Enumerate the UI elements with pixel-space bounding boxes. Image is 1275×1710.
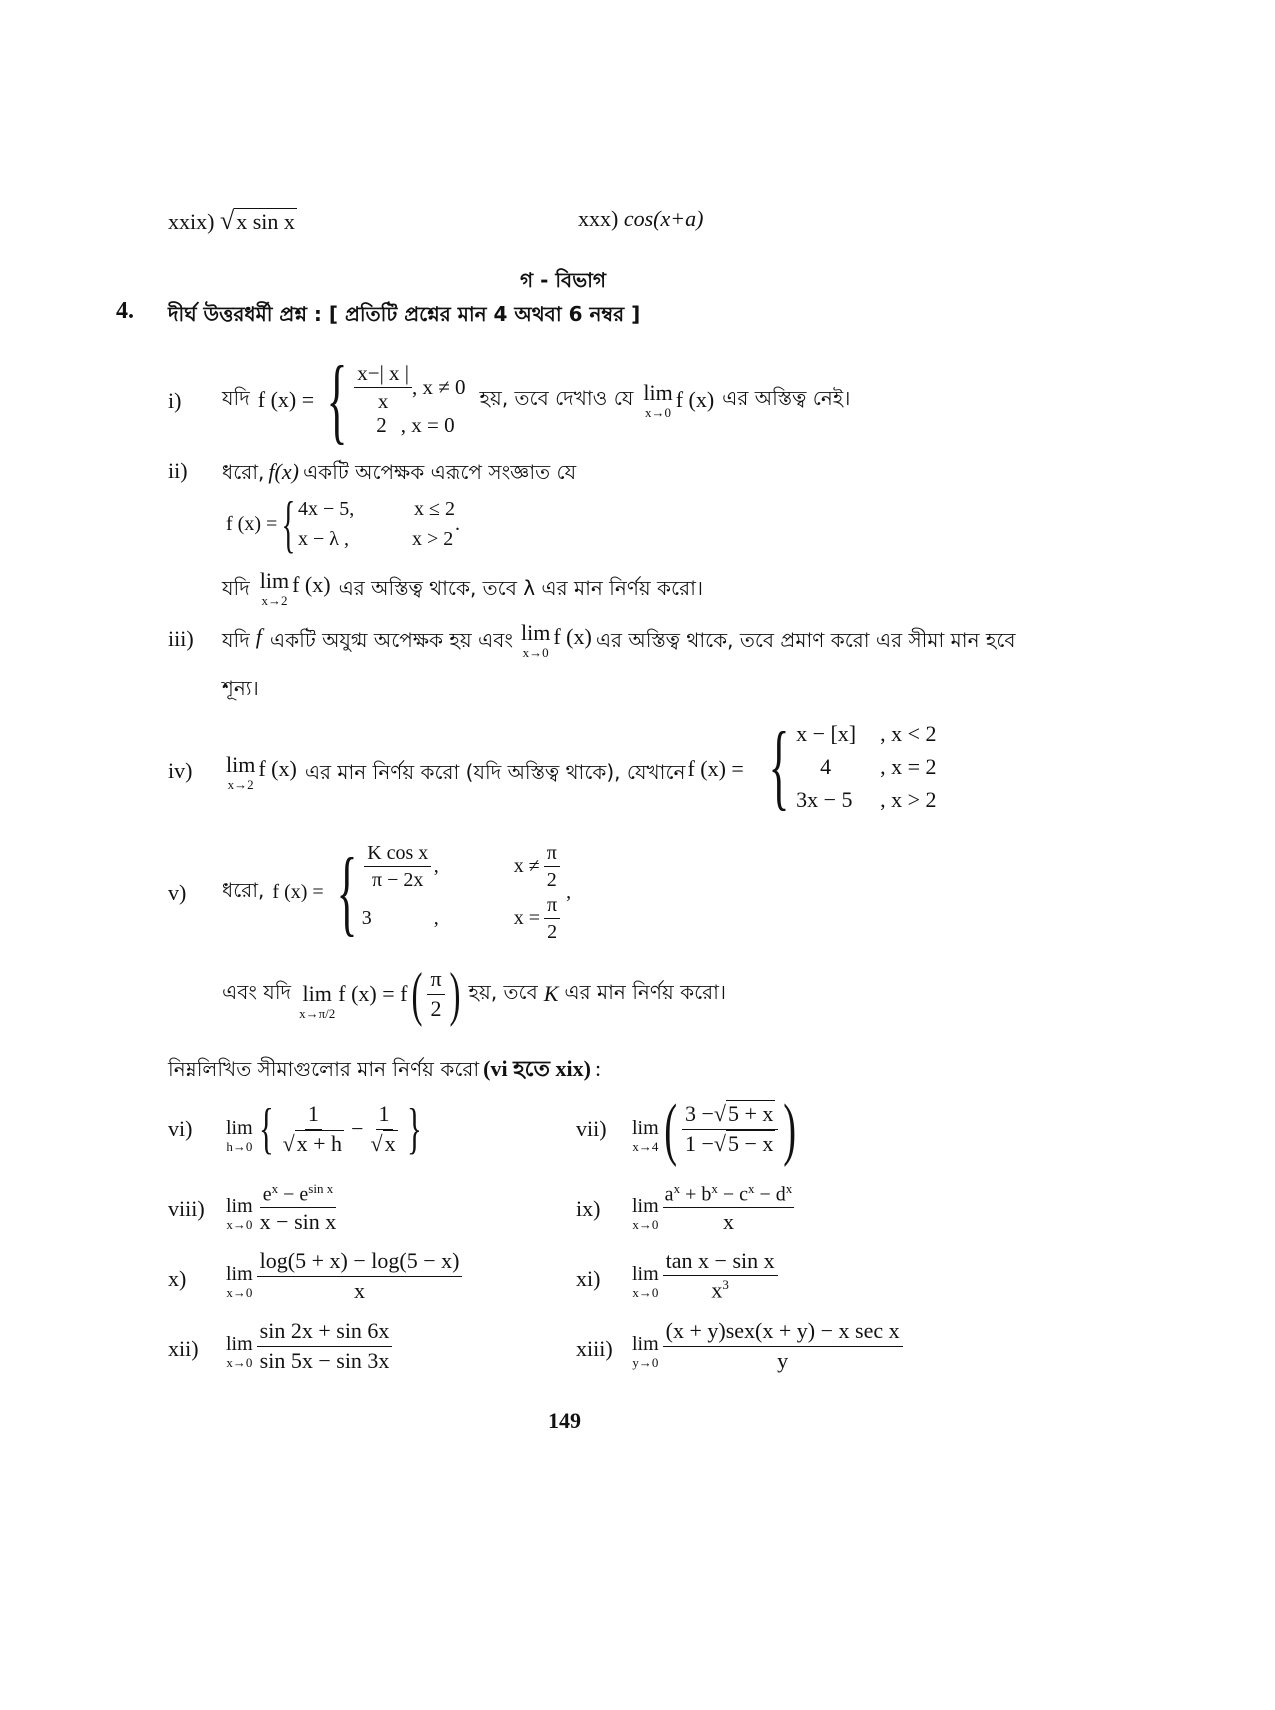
problem-xiii-label: xiii) bbox=[576, 1336, 613, 1361]
value: 2 bbox=[376, 413, 387, 438]
q-v-label: v) bbox=[168, 880, 187, 905]
text: হয়, তবে bbox=[468, 979, 538, 1004]
fraction: $\frac{\pi}{2}$ bbox=[544, 842, 560, 891]
left-paren: ( bbox=[663, 1090, 677, 1168]
sqrt-symbol: √ bbox=[713, 1130, 726, 1156]
fraction: $\frac{x-| x |}{x}$ bbox=[354, 362, 412, 413]
radicand: x sin x bbox=[236, 209, 295, 234]
fraction: $\frac{\pi}{2}$ bbox=[544, 894, 560, 943]
text: হয়, তবে দেখাও যে bbox=[479, 385, 634, 410]
piecewise-cases: 4x − 5, x ≤ 2 x − λ , x > 2 bbox=[297, 498, 455, 550]
q-iii-line1 bbox=[222, 622, 1016, 659]
condition: , x ≠ 0 bbox=[412, 375, 466, 399]
problem-vi bbox=[226, 1092, 427, 1166]
sqrt-symbol: √ bbox=[713, 1101, 726, 1127]
comma: , bbox=[566, 880, 572, 903]
left-brace: { bbox=[281, 487, 296, 559]
section-heading: গ - বিভাগ bbox=[520, 268, 606, 292]
sqrt-symbol: √ bbox=[219, 206, 235, 235]
problem-x-label: x) bbox=[168, 1266, 187, 1291]
problem-vi-label: vi) bbox=[168, 1116, 193, 1141]
question-number: 4. bbox=[116, 298, 134, 324]
text: এর অস্তিত্ব থাকে, তবে প্রমাণ করো এর সীমা মান হবে bbox=[595, 628, 1016, 652]
limit: lim x→0 bbox=[643, 379, 673, 420]
text: এর মান নির্ণয় করো। bbox=[564, 979, 727, 1004]
limit: lim x→0 bbox=[226, 1262, 253, 1300]
text: যদি bbox=[222, 385, 250, 410]
text: এবং যদি bbox=[222, 979, 292, 1004]
limit: lim x→0 bbox=[520, 620, 551, 660]
item-label: xxx) bbox=[578, 206, 619, 231]
fraction: $\frac{\log(5 + x) - \log(5 - x)}{x}$ bbox=[257, 1249, 463, 1302]
instruction bbox=[168, 1052, 601, 1089]
fx: f (x) = bbox=[226, 512, 278, 535]
q-ii-definition bbox=[226, 487, 460, 559]
fraction: $\frac{e^x - e^{sin x}}{\text{x − sin x}}$ bbox=[259, 1180, 337, 1235]
limit: lim h→0 bbox=[226, 1116, 253, 1154]
f: f bbox=[255, 624, 262, 649]
fraction: $\frac{\sin 2x + \sin 6x}{\sin 5x - \sin 3x}$ bbox=[257, 1319, 393, 1372]
page-number: 149 bbox=[548, 1408, 581, 1433]
fraction: $\frac{\pi}{2}$ bbox=[427, 967, 444, 1020]
fx: f (x) bbox=[675, 387, 715, 412]
text: ধরো, bbox=[222, 877, 265, 902]
text: একটি অযুগ্ম অপেক্ষক হয় এবং bbox=[269, 628, 513, 652]
left-brace: { bbox=[768, 712, 790, 820]
piecewise-cases: $\frac{\text{K cos x}}{\pi - 2x}$ , x ≠ $\frac{\pi}{2}$ 3 , x = $\frac{\pi}{2}$ bbox=[362, 840, 560, 944]
text: যদি bbox=[222, 628, 250, 652]
q-v-line2 bbox=[222, 962, 726, 1026]
period: . bbox=[454, 512, 460, 535]
fx: f (x) bbox=[553, 624, 592, 649]
problem-vii-label: vii) bbox=[576, 1116, 607, 1141]
limit: lim x→2 bbox=[226, 752, 256, 792]
limit: lim x→2 bbox=[259, 568, 290, 608]
K: K bbox=[543, 981, 559, 1006]
problem-x bbox=[226, 1246, 462, 1306]
text: যদি bbox=[222, 576, 250, 600]
limit: lim y→0 bbox=[632, 1332, 659, 1370]
fraction: $\frac{a^x + b^x - c^x - d^x}{x}$ bbox=[664, 1180, 793, 1235]
equation: f (x) = f bbox=[338, 981, 408, 1006]
problem-xi bbox=[632, 1246, 778, 1306]
text: এর অস্তিত্ব নেই। bbox=[722, 385, 851, 410]
problem-ix bbox=[632, 1178, 794, 1238]
q-i-body bbox=[222, 346, 851, 454]
right-paren: ) bbox=[783, 1090, 797, 1168]
sqrt-symbol: √ bbox=[370, 1130, 383, 1156]
text: নিম্নলিখিত সীমাগুলোর মান নির্ণয় করো bbox=[168, 1057, 480, 1081]
problem-xiii bbox=[632, 1316, 903, 1376]
problem-ix-label: ix) bbox=[576, 1196, 601, 1221]
fx: f (x) bbox=[258, 756, 297, 781]
section-title: দীর্ঘ উত্তরধর্মী প্রশ্ন : [ প্রতিটি প্রশ্নের মান 4 অথবা 6 নম্বর ] bbox=[168, 302, 641, 326]
q-ii-line1 bbox=[222, 458, 576, 491]
problem-viii-label: viii) bbox=[168, 1196, 205, 1221]
text: ধরো, bbox=[222, 460, 265, 484]
left-brace: { bbox=[326, 346, 348, 454]
left-paren: ( bbox=[411, 961, 423, 1027]
piecewise-cases bbox=[354, 362, 465, 438]
fraction: $\frac{\text{K cos x}}{\pi - 2x}$ bbox=[362, 842, 434, 891]
q-iii-label: iii) bbox=[168, 626, 194, 651]
q-iii-line2: শূন্য। bbox=[222, 676, 259, 700]
problem-xii-label: xii) bbox=[168, 1336, 199, 1361]
problem-xii bbox=[226, 1316, 392, 1376]
q-iv-label: iv) bbox=[168, 758, 193, 783]
limit: lim x→4 bbox=[632, 1116, 659, 1154]
problem-viii bbox=[226, 1178, 339, 1238]
fx: f(x) bbox=[268, 459, 299, 484]
text: এর অস্তিত্ব থাকে, তবে λ এর মান নির্ণয় করো। bbox=[338, 576, 704, 600]
left-brace: { bbox=[336, 838, 358, 946]
fx: f (x) = bbox=[272, 880, 324, 903]
fraction: $\frac{\text{tan x − sin x}}{x^3}$ bbox=[663, 1249, 778, 1303]
limit: lim x→0 bbox=[632, 1262, 659, 1300]
fraction: $\frac{1}{√x + h}$ bbox=[282, 1101, 343, 1156]
q-ii-line3 bbox=[222, 570, 703, 607]
item-label: xxix) bbox=[168, 209, 215, 234]
limit: lim x→π/2 bbox=[299, 980, 336, 1021]
limit: lim x→0 bbox=[632, 1194, 659, 1232]
item-expression: cos(x+a) bbox=[623, 206, 704, 231]
range: (vi হতে xix) bbox=[483, 1056, 591, 1081]
item-xxx bbox=[578, 206, 703, 232]
fraction: $\frac{1}{√x}$ bbox=[370, 1101, 396, 1156]
condition: , x = 0 bbox=[400, 413, 455, 438]
fraction: $\frac{3 -√5 + x}{1 -√5 - x}$ bbox=[682, 1102, 778, 1155]
minus: − bbox=[351, 1116, 364, 1141]
fraction: $\frac{\text{(x + y)sex(x + y) − x sec x}}{y}$ bbox=[663, 1319, 903, 1372]
colon: : bbox=[594, 1056, 602, 1081]
q-v-definition bbox=[222, 840, 571, 944]
q-iv-cases bbox=[756, 714, 937, 818]
q-iv-text bbox=[226, 754, 744, 791]
sqrt-symbol: √ bbox=[282, 1130, 295, 1156]
text: এর মান নির্ণয় করো (যদি অস্তিত্ব থাকে), যেখানে bbox=[304, 760, 686, 784]
fx: f (x) bbox=[292, 572, 331, 597]
right-paren: ) bbox=[449, 961, 461, 1027]
q-i-label: i) bbox=[168, 388, 182, 413]
q-ii-label: ii) bbox=[168, 458, 188, 483]
right-brace: } bbox=[406, 1098, 422, 1160]
limit: lim x→0 bbox=[226, 1194, 253, 1232]
problem-vii bbox=[632, 1092, 802, 1166]
fx: f (x) = bbox=[257, 387, 315, 412]
fx: f (x) = bbox=[687, 756, 744, 781]
item-xxix bbox=[168, 206, 297, 236]
text: একটি অপেক্ষক এরূপে সংজ্ঞাত যে bbox=[302, 460, 577, 484]
piecewise-cases: x − [x] , x < 2 4 , x = 2 3x − 5 , x > 2 bbox=[796, 720, 937, 812]
left-brace: { bbox=[258, 1098, 274, 1160]
limit: lim x→0 bbox=[226, 1332, 253, 1370]
problem-xi-label: xi) bbox=[576, 1266, 601, 1291]
